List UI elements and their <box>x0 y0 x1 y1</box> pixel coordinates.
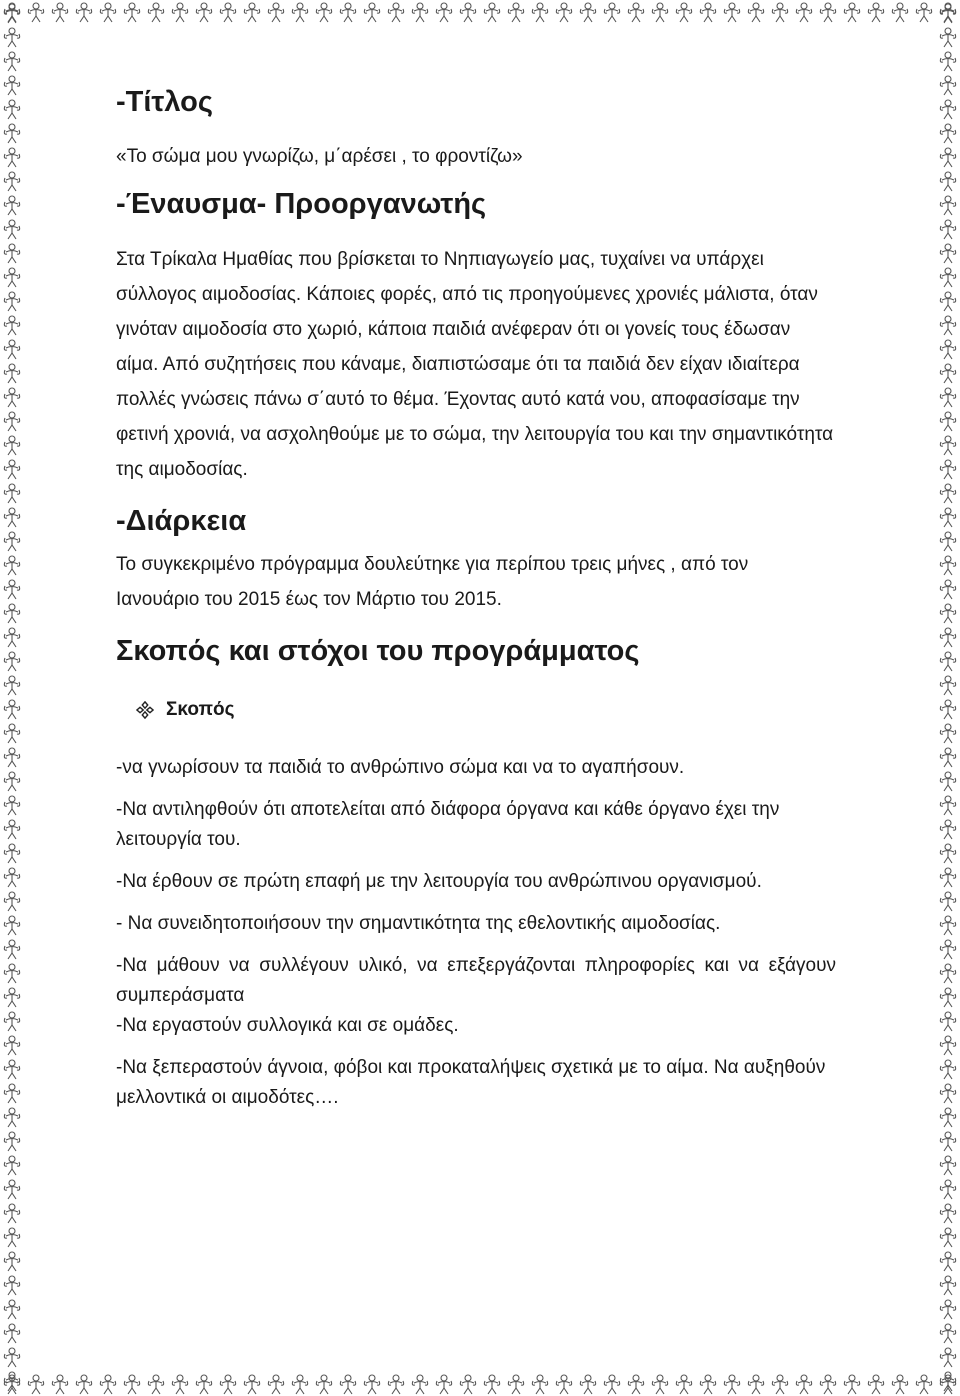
angel-figure-icon <box>122 1 142 23</box>
angel-figure-icon <box>938 266 958 288</box>
angel-figure-icon <box>2 962 22 984</box>
angel-figure-icon <box>938 578 958 600</box>
angel-figure-icon <box>938 890 958 912</box>
angel-figure-icon <box>2 1082 22 1104</box>
angel-figure-icon <box>2 1346 22 1368</box>
angel-figure-icon <box>2 1058 22 1080</box>
angel-figure-icon <box>2 386 22 408</box>
angel-figure-icon <box>938 2 958 24</box>
angel-figure-icon <box>218 1 238 23</box>
angel-figure-icon <box>938 1274 958 1296</box>
angel-figure-icon <box>890 1 910 23</box>
angel-figure-icon <box>938 1250 958 1272</box>
angel-figure-icon <box>938 434 958 456</box>
document-body <box>116 82 836 1125</box>
angel-figure-icon <box>938 698 958 720</box>
angel-figure-icon <box>746 1 766 23</box>
angel-figure-icon <box>770 1 790 23</box>
angel-figure-icon <box>2 1010 22 1032</box>
angel-figure-icon <box>458 1 478 23</box>
angel-figure-icon <box>2 1178 22 1200</box>
angel-figure-icon <box>2 434 22 456</box>
angel-figure-icon <box>938 194 958 216</box>
angel-figure-icon <box>74 1373 94 1395</box>
angel-figure-icon <box>674 1373 694 1395</box>
angel-figure-icon <box>2 1226 22 1248</box>
angel-figure-icon <box>578 1373 598 1395</box>
angel-figure-icon <box>938 74 958 96</box>
angel-figure-icon <box>938 1298 958 1320</box>
angel-figure-icon <box>2 602 22 624</box>
angel-figure-icon <box>74 1 94 23</box>
angel-figure-icon <box>146 1 166 23</box>
angel-figure-icon <box>938 98 958 120</box>
angel-figure-icon <box>842 1373 862 1395</box>
angel-figure-icon <box>2 1106 22 1128</box>
angel-figure-icon <box>434 1373 454 1395</box>
angel-figure-icon <box>2 626 22 648</box>
angel-figure-icon <box>530 1 550 23</box>
angel-figure-icon <box>290 1 310 23</box>
angel-figure-icon <box>98 1373 118 1395</box>
angel-figure-icon <box>458 1373 478 1395</box>
angel-figure-icon <box>938 506 958 528</box>
angel-figure-icon <box>938 386 958 408</box>
angel-figure-icon <box>2 146 22 168</box>
angel-figure-icon <box>242 1373 262 1395</box>
angel-figure-icon <box>2 722 22 744</box>
angel-figure-icon <box>938 1106 958 1128</box>
goal-item: - Να συνειδητοποιήσουν την σημαντικότητα της εθελοντικής αιμοδοσίας. <box>116 913 721 934</box>
angel-figure-icon <box>938 746 958 768</box>
angel-figure-icon <box>938 458 958 480</box>
angel-figure-icon <box>2 122 22 144</box>
angel-figure-icon <box>98 1 118 23</box>
angel-figure-icon <box>938 650 958 672</box>
angel-figure-icon <box>938 1226 958 1248</box>
angel-figure-icon <box>218 1373 238 1395</box>
angel-figure-icon <box>938 602 958 624</box>
angel-figure-icon <box>26 1 46 23</box>
angel-figure-icon <box>866 1373 886 1395</box>
angel-figure-icon <box>938 938 958 960</box>
intro-heading: -Έναυσμα- Προοργανωτής <box>116 188 487 220</box>
angel-figure-icon <box>938 170 958 192</box>
angel-figure-icon <box>938 554 958 576</box>
angel-figure-icon <box>2 914 22 936</box>
angel-figure-icon <box>722 1373 742 1395</box>
page-border-top <box>0 0 960 24</box>
angel-figure-icon <box>770 1373 790 1395</box>
angel-figure-icon <box>938 530 958 552</box>
angel-figure-icon <box>2 650 22 672</box>
angel-figure-icon <box>2 266 22 288</box>
angel-figure-icon <box>2 866 22 888</box>
angel-figure-icon <box>938 50 958 72</box>
angel-figure-icon <box>266 1373 286 1395</box>
angel-figure-icon <box>674 1 694 23</box>
goal-item: -Να αντιληφθούν ότι αποτελείται από διάφορα όργανα και κάθε όργανο έχει την λειτουργία του. <box>116 799 780 850</box>
angel-figure-icon <box>938 842 958 864</box>
angel-figure-icon <box>410 1373 430 1395</box>
angel-figure-icon <box>938 122 958 144</box>
angel-figure-icon <box>938 338 958 360</box>
angel-figure-icon <box>938 242 958 264</box>
angel-figure-icon <box>794 1373 814 1395</box>
four-diamond-bullet-icon <box>136 701 154 719</box>
angel-figure-icon <box>2 1322 22 1344</box>
angel-figure-icon <box>2 458 22 480</box>
angel-figure-icon <box>938 1178 958 1200</box>
angel-figure-icon <box>818 1 838 23</box>
title-heading: -Τίτλος <box>116 86 213 118</box>
angel-figure-icon <box>2 290 22 312</box>
angel-figure-icon <box>938 818 958 840</box>
angel-figure-icon <box>602 1 622 23</box>
angel-figure-icon <box>314 1373 334 1395</box>
angel-figure-icon <box>314 1 334 23</box>
angel-figure-icon <box>818 1373 838 1395</box>
angel-figure-icon <box>482 1373 502 1395</box>
angel-figure-icon <box>50 1 70 23</box>
duration-heading: -Διάρκεια <box>116 505 247 537</box>
angel-figure-icon <box>2 1202 22 1224</box>
angel-figure-icon <box>2 698 22 720</box>
goal-item: -να γνωρίσουν τα παιδιά το ανθρώπινο σώμα και να το αγαπήσουν. <box>116 757 685 778</box>
angel-figure-icon <box>938 674 958 696</box>
angel-figure-icon <box>2 890 22 912</box>
angel-figure-icon <box>794 1 814 23</box>
angel-figure-icon <box>938 1058 958 1080</box>
goal-item: -Να εργαστούν συλλογικά και σε ομάδες. <box>116 1015 459 1036</box>
goal-item: -Να ξεπεραστούν άγνοια, φόβοι και προκαταλήψεις σχετικά με το αίμα. Να αυξηθούν μελλοντικά οι αιμοδότες…. <box>116 1057 826 1108</box>
goal-item: -Να έρθουν σε πρώτη επαφή με την λειτουργία του ανθρώπινου οργανισμού. <box>116 871 762 892</box>
angel-figure-icon <box>2 794 22 816</box>
angel-figure-icon <box>362 1 382 23</box>
angel-figure-icon <box>578 1 598 23</box>
angel-figure-icon <box>938 866 958 888</box>
angel-figure-icon <box>506 1 526 23</box>
angel-figure-icon <box>938 986 958 1008</box>
angel-figure-icon <box>482 1 502 23</box>
angel-figure-icon <box>866 1 886 23</box>
angel-figure-icon <box>2 2 22 24</box>
intro-paragraph: Στα Τρίκαλα Ημαθίας που βρίσκεται το Νηπιαγωγείο μας, τυχαίνει να υπάρχει σύλλογος αιμοδοσίας. Κάποιες φορές, από τις προηγούμενες χρονιές μάλιστα, όταν γινόταν αιμοδοσία στο χωριό, κάποια παιδιά ανέφεραν ότι οι γονείς τους έδωσαν αίμα. Από συζητήσεις που κάναμε, διαπιστώσαμε ότι τα παιδιά δεν είχαν ιδιαίτερα πολλές γνώσεις πάνω σ΄αυτό το θέμα. Έχοντας αυτό κατά νου, αποφασίσαμε την φετινή χρονιά, να ασχοληθούμε με το σώμα, την λειτουργία του και την σημαντικότητα της αιμοδοσίας. <box>116 249 834 480</box>
angel-figure-icon <box>194 1373 214 1395</box>
angel-figure-icon <box>722 1 742 23</box>
angel-figure-icon <box>386 1373 406 1395</box>
page-border-left <box>0 0 24 1396</box>
angel-figure-icon <box>2 1274 22 1296</box>
angel-figure-icon <box>938 1370 958 1392</box>
angel-figure-icon <box>26 1373 46 1395</box>
angel-figure-icon <box>410 1 430 23</box>
angel-figure-icon <box>2 1250 22 1272</box>
aim-label: Σκοπός <box>166 699 235 720</box>
angel-figure-icon <box>2 98 22 120</box>
angel-figure-icon <box>170 1373 190 1395</box>
angel-figure-icon <box>2 818 22 840</box>
angel-figure-icon <box>122 1373 142 1395</box>
angel-figure-icon <box>2 50 22 72</box>
angel-figure-icon <box>2 746 22 768</box>
angel-figure-icon <box>938 770 958 792</box>
angel-figure-icon <box>626 1373 646 1395</box>
project-subtitle: «Το σώμα μου γνωρίζω, μ΄αρέσει , το φροντίζω» <box>116 146 523 167</box>
angel-figure-icon <box>2 986 22 1008</box>
angel-figure-icon <box>938 1202 958 1224</box>
angel-figure-icon <box>2 1370 22 1392</box>
goals-heading: Σκοπός και στόχοι του προγράμματος <box>116 635 640 667</box>
angel-figure-icon <box>650 1 670 23</box>
angel-figure-icon <box>2 170 22 192</box>
angel-figure-icon <box>338 1373 358 1395</box>
angel-figure-icon <box>530 1373 550 1395</box>
angel-figure-icon <box>2 578 22 600</box>
angel-figure-icon <box>938 962 958 984</box>
angel-figure-icon <box>938 1010 958 1032</box>
angel-figure-icon <box>290 1373 310 1395</box>
angel-figure-icon <box>602 1373 622 1395</box>
angel-figure-icon <box>938 314 958 336</box>
duration-paragraph: Το συγκεκριμένο πρόγραμμα δουλεύτηκε για περίπου τρεις μήνες , από τον Ιανουάριο του 2015 έως τον Μάρτιο του 2015. <box>116 554 749 610</box>
angel-figure-icon <box>2 26 22 48</box>
angel-figure-icon <box>938 26 958 48</box>
angel-figure-icon <box>698 1 718 23</box>
angel-figure-icon <box>938 218 958 240</box>
angel-figure-icon <box>434 1 454 23</box>
angel-figure-icon <box>914 1 934 23</box>
angel-figure-icon <box>506 1373 526 1395</box>
angel-figure-icon <box>50 1373 70 1395</box>
angel-figure-icon <box>938 1346 958 1368</box>
angel-figure-icon <box>746 1373 766 1395</box>
angel-figure-icon <box>2 770 22 792</box>
angel-figure-icon <box>146 1373 166 1395</box>
angel-figure-icon <box>2 74 22 96</box>
angel-figure-icon <box>890 1373 910 1395</box>
angel-figure-icon <box>938 1322 958 1344</box>
goal-item: -Να μάθουν να συλλέγουν υλικό, να επεξεργάζονται πληροφορίες και να εξάγουν συμπεράσματα <box>116 955 836 1006</box>
angel-figure-icon <box>2 530 22 552</box>
angel-figure-icon <box>938 1034 958 1056</box>
angel-figure-icon <box>938 722 958 744</box>
angel-figure-icon <box>650 1373 670 1395</box>
angel-figure-icon <box>938 626 958 648</box>
angel-figure-icon <box>2 194 22 216</box>
angel-figure-icon <box>938 1154 958 1176</box>
angel-figure-icon <box>2 314 22 336</box>
angel-figure-icon <box>2 842 22 864</box>
angel-figure-icon <box>938 362 958 384</box>
angel-figure-icon <box>698 1373 718 1395</box>
angel-figure-icon <box>386 1 406 23</box>
angel-figure-icon <box>338 1 358 23</box>
angel-figure-icon <box>194 1 214 23</box>
angel-figure-icon <box>266 1 286 23</box>
angel-figure-icon <box>914 1373 934 1395</box>
angel-figure-icon <box>2 1298 22 1320</box>
angel-figure-icon <box>2 1154 22 1176</box>
angel-figure-icon <box>2 242 22 264</box>
angel-figure-icon <box>938 794 958 816</box>
angel-figure-icon <box>938 146 958 168</box>
angel-figure-icon <box>626 1 646 23</box>
angel-figure-icon <box>938 410 958 432</box>
angel-figure-icon <box>2 938 22 960</box>
angel-figure-icon <box>2 218 22 240</box>
angel-figure-icon <box>2 1130 22 1152</box>
angel-figure-icon <box>938 914 958 936</box>
angel-figure-icon <box>2 506 22 528</box>
angel-figure-icon <box>362 1373 382 1395</box>
angel-figure-icon <box>2 482 22 504</box>
angel-figure-icon <box>554 1373 574 1395</box>
angel-figure-icon <box>2 1034 22 1056</box>
angel-figure-icon <box>842 1 862 23</box>
angel-figure-icon <box>938 482 958 504</box>
page-border-bottom <box>0 1372 960 1396</box>
angel-figure-icon <box>938 1130 958 1152</box>
page-border-right <box>936 0 960 1396</box>
angel-figure-icon <box>2 362 22 384</box>
angel-figure-icon <box>2 410 22 432</box>
angel-figure-icon <box>242 1 262 23</box>
angel-figure-icon <box>554 1 574 23</box>
angel-figure-icon <box>938 1082 958 1104</box>
angel-figure-icon <box>2 674 22 696</box>
angel-figure-icon <box>2 338 22 360</box>
aim-bullet <box>136 695 836 725</box>
angel-figure-icon <box>2 554 22 576</box>
angel-figure-icon <box>170 1 190 23</box>
angel-figure-icon <box>938 290 958 312</box>
